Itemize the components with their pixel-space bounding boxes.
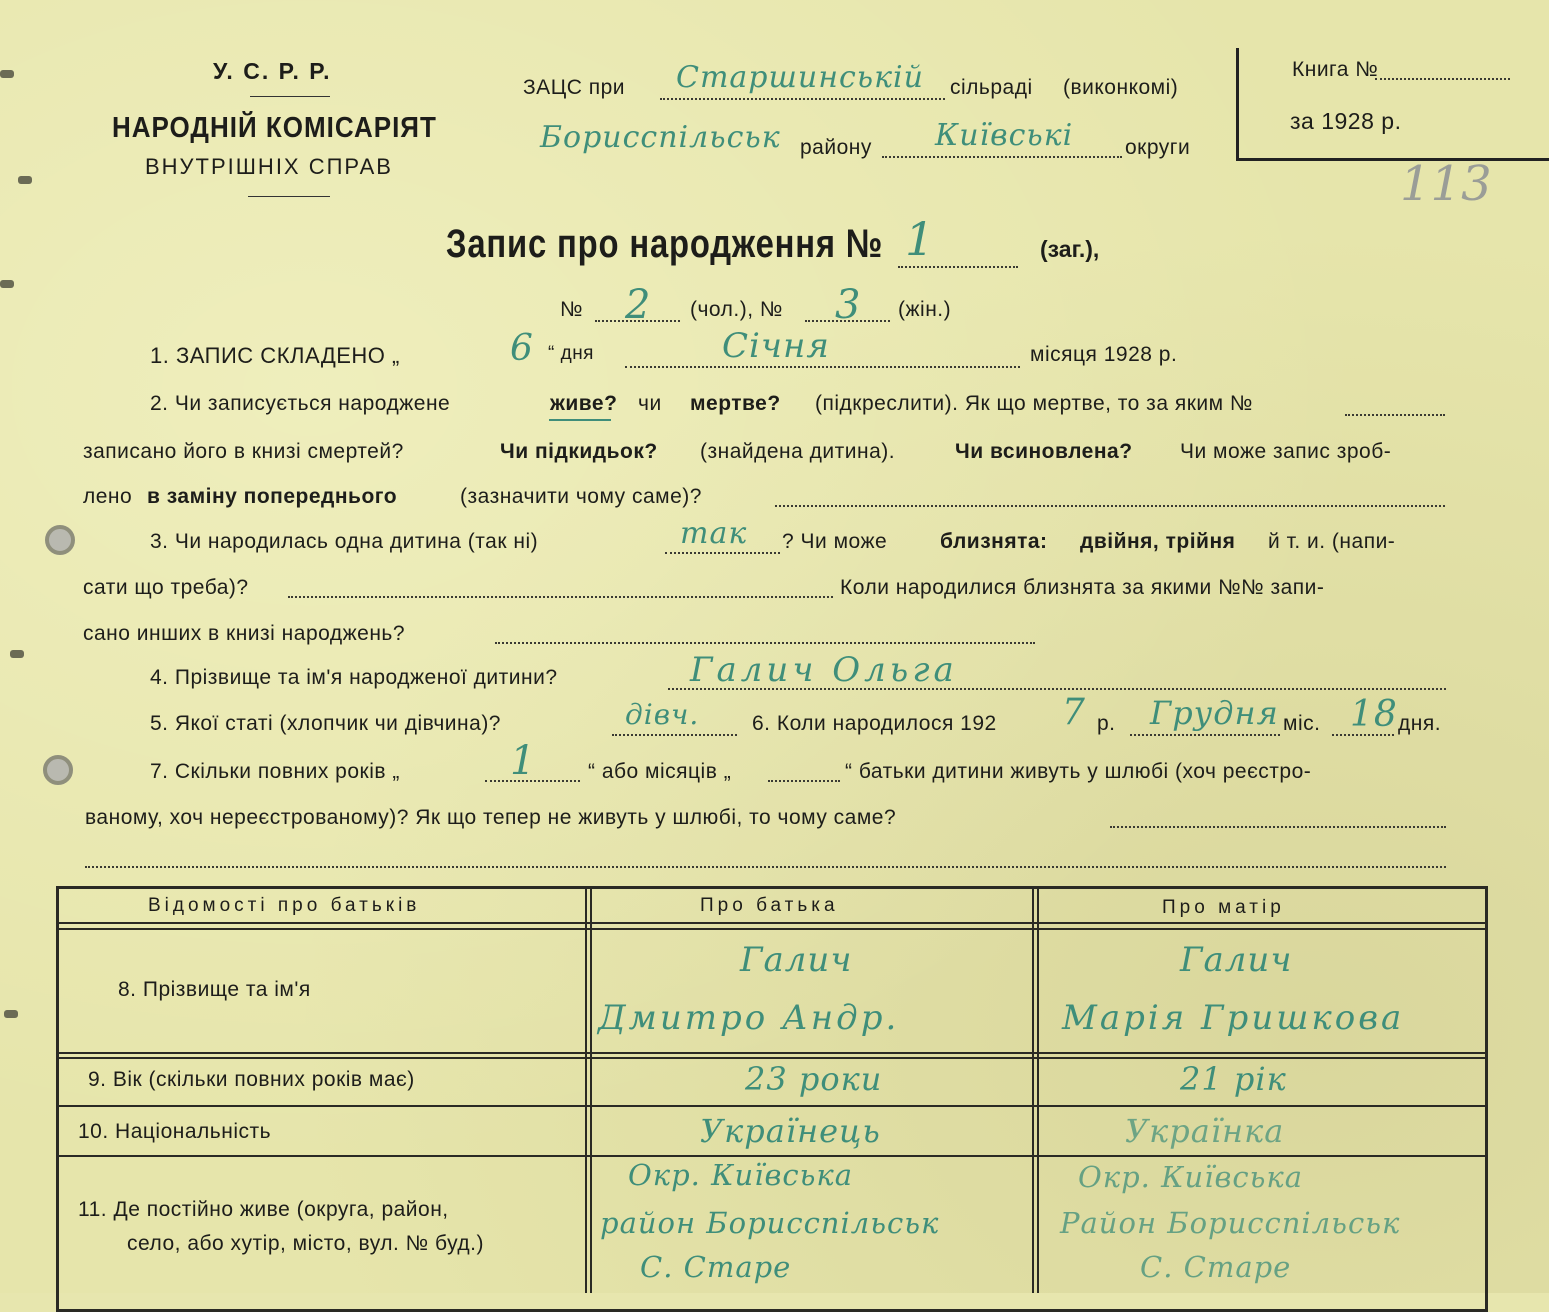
q2-line3a: лено: [83, 485, 133, 508]
zats-label: ЗАЦС при: [523, 76, 626, 99]
table-rule: [56, 928, 1485, 930]
mother-surname-handwritten: Галич: [1180, 940, 1293, 980]
q3-line3a: сано инших в книзі народжень?: [83, 622, 406, 645]
q5-sex-handwritten: дівч.: [625, 698, 700, 731]
binder-notch: [0, 280, 14, 288]
field-line: [85, 866, 1446, 868]
mother-age-handwritten: 21 рік: [1180, 1060, 1287, 1098]
table-rule: [56, 1105, 1485, 1107]
raion-handwritten: Борисспільськ: [540, 120, 781, 155]
field-line: [882, 156, 1122, 158]
male-number-handwritten: 2: [625, 282, 652, 328]
binder-notch: [10, 650, 24, 658]
q7-line1c: “ батьки дитини живуть у шлюбі (хоч реєстро-: [845, 760, 1312, 783]
table-rule: [590, 886, 592, 1293]
rule: [248, 196, 330, 197]
q3-line1b: ? Чи може: [782, 530, 888, 553]
mother-residence-line2-handwritten: Район Борисспільськ: [1060, 1206, 1401, 1240]
rule: [250, 96, 330, 97]
row-name-label: 8. Прізвище та ім'я: [118, 978, 311, 1001]
q4-child-name-handwritten: Галич Ольга: [690, 650, 958, 690]
field-line: [775, 505, 1445, 507]
row-residence-label-1: 11. Де постійно живе (округа, район,: [78, 1198, 449, 1221]
binder-notch: [4, 1010, 18, 1018]
margin-note: 113: [1400, 156, 1492, 212]
no-label: №: [560, 298, 584, 321]
q2-line2b: (знайдена дитина).: [700, 440, 896, 463]
q1-day-handwritten: 6: [510, 328, 534, 369]
father-surname-handwritten: Галич: [740, 940, 853, 980]
field-line: [288, 596, 833, 598]
org-ministry: НАРОДНІЙ КОМІСАРІЯТ: [112, 110, 437, 144]
field-line: [665, 552, 780, 554]
field-line: [805, 320, 890, 322]
field-line: [495, 642, 1035, 644]
vykonkomi-label: (виконкомі): [1063, 76, 1179, 99]
q2-replacement: в заміну попереднього: [147, 485, 398, 508]
q6-label: 6. Коли народилося 192: [752, 712, 997, 735]
row-nationality-label: 10. Національність: [78, 1120, 272, 1143]
record-number-handwritten: 1: [905, 212, 936, 266]
q6-r: р.: [1097, 712, 1116, 735]
father-residence-line3-handwritten: С. Старе: [640, 1250, 792, 1284]
q2-line1a: 2. Чи записується народжене: [150, 392, 451, 415]
village-handwritten: Старшинській: [676, 60, 924, 95]
field-line: [768, 780, 840, 782]
father-nationality-handwritten: Українець: [700, 1112, 881, 1150]
binder-hole: [43, 755, 73, 785]
female-number-handwritten: 3: [835, 282, 862, 328]
q2-line2a: записано його в книзі смертей?: [83, 440, 404, 463]
q6-dnia: дня.: [1398, 712, 1442, 735]
mother-nationality-handwritten: Українка: [1125, 1112, 1285, 1150]
zag-label: (заг.),: [1040, 236, 1100, 262]
q3-line1a: 3. Чи народилась одна дитина (так ні): [150, 530, 539, 553]
org-country: У. С. Р. Р.: [213, 58, 332, 84]
q2-line1b: чи: [638, 392, 662, 415]
field-line: [595, 320, 680, 322]
q5-label: 5. Якої статі (хлопчик чи дівчина)?: [150, 712, 501, 735]
q7-line2: ваному, хоч нереєстрованому)? Як що тепер не живуть у шлюбі, то чому саме?: [85, 806, 897, 829]
q6-month-handwritten: Грудня: [1150, 694, 1279, 732]
table-rule: [56, 1155, 1485, 1157]
field-line: [660, 98, 945, 100]
q7-years-handwritten: 1: [510, 738, 537, 784]
q1-month-handwritten: Січня: [722, 326, 830, 366]
q3-line1c: й т. и. (напи-: [1268, 530, 1396, 553]
okruha-handwritten: Київські: [935, 118, 1074, 153]
q2-line2c: Чи може запис зроб-: [1180, 440, 1392, 463]
field-line: [1110, 826, 1446, 828]
q2-line3b: (зазначити чому саме)?: [460, 485, 702, 508]
q7-line1b: “ або місяців „: [588, 760, 732, 783]
q3-line2b: Коли народилися близнята за якими №№ запи-: [840, 576, 1325, 599]
silradi-label: сільраді: [950, 76, 1033, 99]
q2-foundling: Чи підкидьок?: [500, 440, 658, 463]
field-line: [898, 266, 1018, 268]
table-rule: [1032, 886, 1034, 1293]
field-line: [1375, 78, 1510, 80]
mother-name-handwritten: Марія Гришкова: [1062, 998, 1405, 1038]
okruhy-label: округи: [1125, 136, 1191, 159]
table-rule: [56, 922, 1485, 924]
field-line: [1332, 734, 1394, 736]
q7-line1a: 7. Скільки повних років „: [150, 760, 400, 783]
book-year-label: за 1928 р.: [1290, 108, 1402, 134]
q3-answer-handwritten: так: [680, 516, 748, 551]
field-line: [1345, 414, 1445, 416]
q3-twins: близнята:: [940, 530, 1048, 553]
chol-label: (чол.), №: [690, 298, 783, 321]
father-name-handwritten: Дмитро Андр.: [598, 998, 900, 1038]
mother-residence-line3-handwritten: С. Старе: [1140, 1250, 1292, 1284]
binder-notch: [18, 176, 32, 184]
father-age-handwritten: 23 роки: [745, 1060, 883, 1098]
q2-line1c: (підкреслити). Як що мертве, то за яким №: [815, 392, 1253, 415]
q6-mis: міс.: [1283, 712, 1321, 735]
binder-hole: [45, 525, 75, 555]
field-line: [1130, 734, 1280, 736]
org-department: ВНУТРІШНІХ СПРАВ: [145, 154, 393, 179]
q2-dead: мертве?: [690, 392, 781, 415]
row-residence-label-2: село, або хутір, місто, вул. № буд.): [127, 1232, 484, 1255]
table-rule: [585, 886, 587, 1293]
q4-label: 4. Прізвище та ім'я народженої дитини?: [150, 666, 558, 689]
field-line: [612, 734, 737, 736]
q3-twins-types: двійня, трійня: [1080, 530, 1236, 553]
q3-line2a: сати що треба)?: [83, 576, 249, 599]
q1-dnia: “ дня: [548, 343, 594, 364]
father-residence-line2-handwritten: район Борисспільськ: [600, 1206, 940, 1240]
row-age-label: 9. Вік (скільки повних років має): [88, 1068, 415, 1091]
field-line: [668, 688, 1446, 690]
field-line: [485, 780, 580, 782]
book-box: [1236, 48, 1549, 161]
table-rule: [1037, 886, 1039, 1293]
q1-tail: місяця 1928 р.: [1030, 343, 1178, 366]
q6-day-handwritten: 18: [1350, 694, 1398, 735]
page-title: Запис про народження №: [446, 222, 884, 266]
mother-residence-line1-handwritten: Окр. Київська: [1078, 1160, 1304, 1194]
table-header-parents-info: Відомості про батьків: [148, 895, 421, 916]
raionu-label: району: [800, 136, 872, 159]
q6-year-handwritten: 7: [1062, 692, 1086, 733]
q2-adopted: Чи всиновлена?: [955, 440, 1133, 463]
zhin-label: (жін.): [898, 298, 952, 321]
book-number-label: Книга №: [1292, 58, 1379, 81]
field-line: [625, 366, 1020, 368]
table-header-mother: Про матір: [1162, 897, 1285, 918]
binder-notch: [0, 70, 14, 78]
q2-alive-underline: [549, 419, 611, 421]
table-header-father: Про батька: [700, 895, 839, 916]
q1-label: 1. ЗАПИС СКЛАДЕНО „: [150, 343, 400, 368]
table-rule: [56, 1057, 1485, 1059]
q2-alive: живе?: [550, 392, 618, 415]
table-rule: [56, 1052, 1485, 1054]
father-residence-line1-handwritten: Окр. Київська: [628, 1158, 854, 1192]
